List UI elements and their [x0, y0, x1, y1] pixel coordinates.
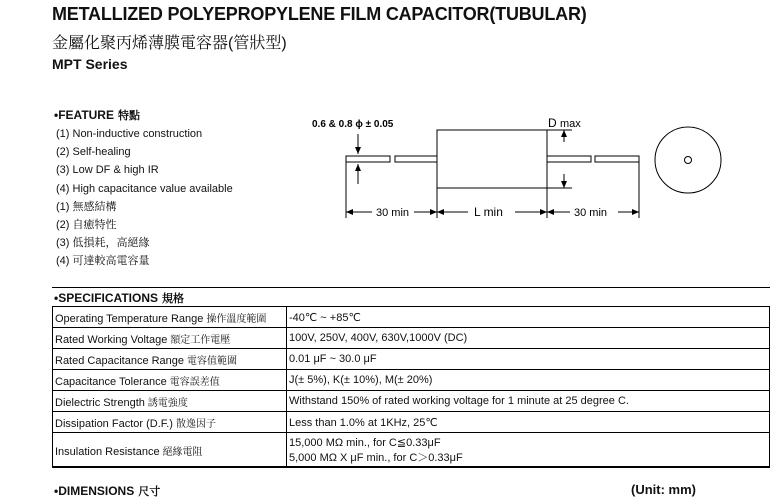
spec-label: Operating Temperature Range 操作溫度範圍	[53, 307, 287, 328]
spec-label: Dissipation Factor (D.F.) 散逸因子	[53, 412, 287, 433]
table-row	[53, 433, 770, 468]
series-name: MPT Series	[52, 56, 128, 72]
table-row	[53, 307, 770, 328]
feature-heading: •FEATURE 特點	[54, 108, 140, 122]
page-subtitle-chinese: 金屬化聚丙烯薄膜電容器(管狀型)	[52, 35, 287, 52]
spec-label: Dielectric Strength 誘電強度	[53, 391, 287, 412]
list-item: (2) 自癒特性	[56, 218, 117, 231]
end-view-lead	[685, 157, 692, 164]
list-item: (4) High capacitance value available	[56, 182, 233, 195]
right-lead-segment-2	[595, 156, 639, 162]
capacitor-body	[437, 130, 547, 188]
end-view-circle	[655, 127, 721, 193]
spec-label: Rated Working Voltage 額定工作電壓	[53, 328, 287, 349]
list-item: (4) 可達較高電容量	[56, 255, 150, 268]
specifications-table	[52, 306, 770, 468]
table-row	[53, 349, 770, 370]
unit-label: (Unit: mm)	[631, 482, 696, 497]
lead-diameter-label: 0.6 & 0.8 ϕ ± 0.05	[312, 119, 394, 130]
table-row	[53, 412, 770, 433]
page-title: METALLIZED POLYEPROPYLENE FILM CAPACITOR(TUBULAR)	[52, 4, 587, 24]
table-row	[53, 328, 770, 349]
right-length-label: 30 min	[574, 207, 608, 219]
left-length-label: 30 min	[376, 207, 410, 219]
spec-value: J(± 5%), K(± 10%), M(± 20%)	[287, 370, 770, 391]
specifications-heading: •SPECIFICATIONS 規格	[54, 291, 184, 305]
table-row	[53, 370, 770, 391]
feature-list	[56, 125, 233, 271]
list-item: (2) Self-healing	[56, 146, 131, 159]
left-lead-segment-2	[395, 156, 437, 162]
capacitor-dimension-diagram	[300, 110, 740, 230]
list-item: (1) Non-inductive construction	[56, 128, 203, 140]
spec-value: -40℃ ~ +85℃	[287, 307, 770, 328]
spec-label: Capacitance Tolerance 電容誤差值	[53, 370, 287, 391]
dimensions-heading: •DIMENSIONS 尺寸	[54, 484, 161, 498]
spec-value: 0.01 μF ~ 30.0 μF	[287, 349, 770, 370]
list-item: (3) Low DF & high IR	[56, 164, 159, 177]
spec-value: 100V, 250V, 400V, 630V,1000V (DC)	[287, 328, 770, 349]
spec-value: 15,000 MΩ min., for C≦0.33μF 5,000 MΩ X μF min., for C＞0.33μF	[287, 433, 770, 468]
spec-value: Withstand 150% of rated working voltage for 1 minute at 25 degree C.	[287, 391, 770, 412]
diameter-label: D max	[548, 116, 581, 130]
section-divider	[52, 287, 770, 288]
spec-label: Insulation Resistance 絕緣電阻	[53, 433, 287, 468]
left-lead-segment	[346, 156, 390, 162]
list-item: (3) 低損耗，高絕緣	[56, 237, 150, 250]
body-length-label: L min	[474, 205, 503, 219]
table-row	[53, 391, 770, 412]
spec-value: Less than 1.0% at 1KHz, 25℃	[287, 412, 770, 433]
list-item: (1) 無感結構	[56, 200, 117, 213]
right-lead-segment	[547, 156, 591, 162]
spec-label: Rated Capacitance Range 電容值範圍	[53, 349, 287, 370]
section-divider	[52, 466, 770, 467]
